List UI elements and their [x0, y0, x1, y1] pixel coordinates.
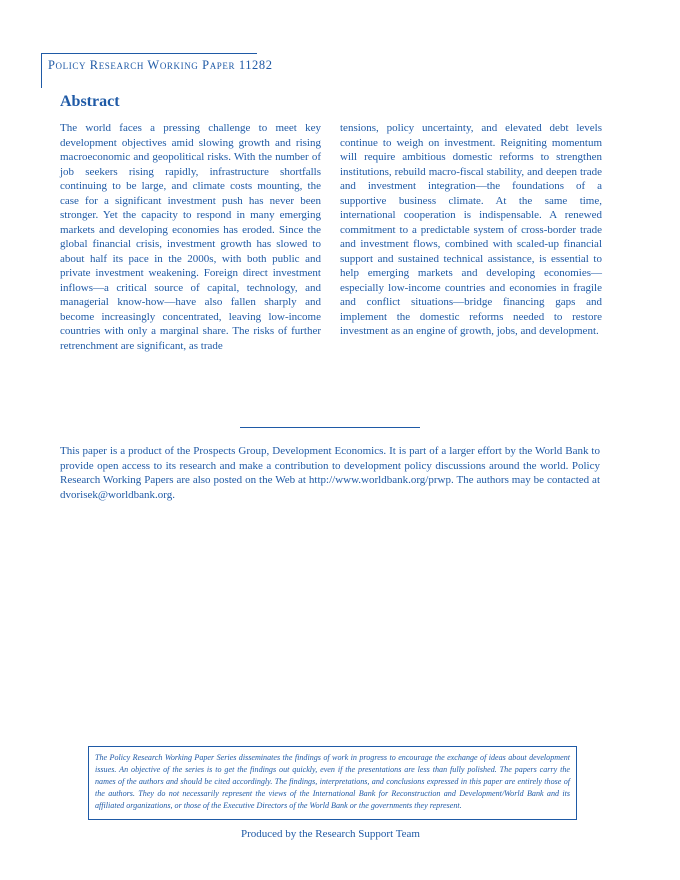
series-disclaimer-box — [88, 746, 577, 820]
production-credit: Produced by the Research Support Team — [241, 828, 420, 840]
abstract-heading: Abstract — [60, 93, 120, 110]
abstract-column-left: The world faces a pressing challenge to meet key development objectives amid slowing growth and rising macroeconomic and geopolitical risks. With the number of job seekers rising rapidly, infrastructure shortfalls continuing to be large, and climate costs mounting, the case for a significant investment push has never been stronger. Yet the capacity to respond in many emerging markets and developing economies has eroded. Since the global financial crisis, investment growth has slowed to about half its pace in the 2000s, with both public and private investment weakening. Foreign direct investment inflows—a critical source of capital, technology, and managerial know-how—have also fallen sharply and become increasingly concentrated, leaving low-income countries with only a marginal share. The risks of further retrenchment are significant, as trade — [60, 122, 321, 352]
series-disclaimer-text: The Policy Research Working Paper Series disseminates the findings of work in progress to encourage the exchange of ideas about development issues. An objective of the series is to get the findings out quickly, even if the presentations are less than fully polished. The papers carry the names of the authors and should be cited accordingly. The findings, interpretations, and conclusions expressed in this paper are entirely those of the authors. They do not necessarily represent the views of the International Bank for Reconstruction and Development/World Bank and its affiliated organizations, or those of the Executive Directors of the World Bank or the governments they represent. — [95, 753, 570, 811]
abstract-column-right: tensions, policy uncertainty, and elevated debt levels continue to weigh on investment. Reigniting momentum will require ambitious domestic reforms to strengthen institutions, rebuild macro-fiscal stability, and deepen trade and investment integration—the foundations of a supportive business climate. At the same time, international cooperation is indispensable. A renewed commitment to a predictable system of cross-border trade and investment flows, combined with scaled-up financial support and sustained technical assistance, is essential to help emerging markets and developing economies—especially low-income countries and economies in fragile and conflict situations—bridge financing gaps and implement the domestic reforms needed to restore investment as an engine of growth, jobs, and development. — [340, 122, 602, 337]
paper-product-note: This paper is a product of the Prospects Group, Development Economics. It is part of a larger effort by the World Bank to provide open access to its research and make a contribution to development policy discussions around the world. Policy Research Working Papers are also posted on the Web at http://www.worldbank.org/prwp. The authors may be contacted at dvorisek@worldbank.org. — [60, 445, 600, 501]
section-divider — [240, 427, 420, 428]
series-title: Policy Research Working Paper 11282 — [48, 58, 273, 72]
